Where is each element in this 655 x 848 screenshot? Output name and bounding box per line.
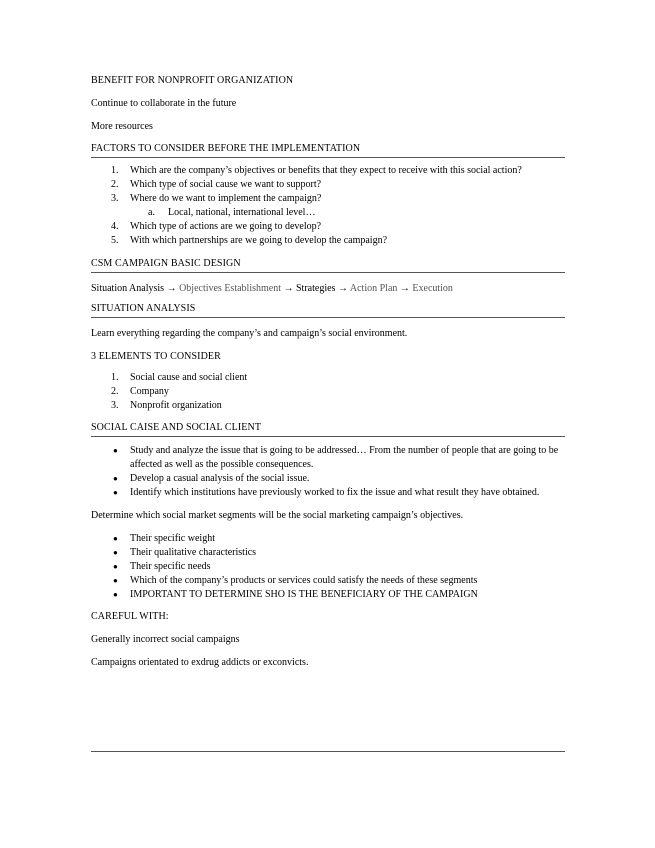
list-item: a. Local, national, international level… bbox=[148, 207, 316, 218]
bullet-icon: ● bbox=[113, 474, 118, 483]
list-item: ● Which of the company’s products or services could satisfy the needs of these segments bbox=[113, 575, 478, 586]
flow-step: Execution bbox=[412, 283, 453, 294]
bullet-icon: ● bbox=[113, 534, 118, 543]
factors-sublist bbox=[91, 206, 565, 220]
list-item: 3. Where do we want to implement the campaign? bbox=[111, 193, 322, 204]
bullet-icon: ● bbox=[113, 548, 118, 557]
situation-text: Learn everything regarding the company’s and campaign’s social environment. bbox=[91, 328, 408, 339]
list-item: ● Their specific weight bbox=[113, 533, 215, 544]
list-item: 1. Which are the company’s objectives or benefits that they expect to receive with this social action? bbox=[111, 165, 522, 176]
factors-heading: FACTORS TO CONSIDER BEFORE THE IMPLEMENTATION bbox=[91, 142, 565, 158]
determine-text: Determine which social market segments will be the social marketing campaign’s objectives. bbox=[91, 510, 464, 521]
benefit-heading: BENEFIT FOR NONPROFIT ORGANIZATION bbox=[91, 75, 294, 86]
social-heading: SOCIAL CAISE AND SOCIAL CLIENT bbox=[91, 421, 565, 437]
bullet-icon: ● bbox=[113, 446, 118, 455]
factors-list-continued bbox=[91, 220, 565, 248]
list-item: 2. Which type of social cause we want to support? bbox=[111, 179, 322, 190]
list-item: ● Their specific needs bbox=[113, 561, 211, 572]
elements-heading: 3 ELEMENTS TO CONSIDER bbox=[91, 351, 221, 362]
footer-divider bbox=[91, 751, 565, 752]
list-item: ● Develop a casual analysis of the social issue. bbox=[113, 473, 310, 484]
list-item: 5. With which partnerships are we going to develop the campaign? bbox=[111, 235, 388, 246]
list-item: 3. Nonprofit organization bbox=[111, 400, 222, 411]
arrow-icon: → bbox=[399, 283, 410, 294]
list-item: ● Identify which institutions have previously worked to fix the issue and what result they have obtained. bbox=[113, 487, 540, 498]
csm-heading: CSM CAMPAIGN BASIC DESIGN bbox=[91, 257, 565, 273]
careful-heading: CAREFUL WITH: bbox=[91, 611, 169, 622]
bullet-icon: ● bbox=[113, 576, 118, 585]
bullet-icon: ● bbox=[113, 590, 118, 599]
careful-item: Campaigns orientated to exdrug addicts or exconvicts. bbox=[91, 657, 309, 668]
csm-flow bbox=[91, 282, 565, 296]
factors-list bbox=[91, 164, 565, 206]
situation-heading: SITUATION ANALYSIS bbox=[91, 302, 565, 318]
flow-step: Objectives Establishment bbox=[179, 283, 281, 294]
arrow-icon: → bbox=[337, 283, 348, 294]
flow-step: Situation Analysis bbox=[91, 283, 165, 294]
flow-step: Strategies bbox=[296, 283, 336, 294]
arrow-icon: → bbox=[283, 283, 294, 294]
benefit-item: Continue to collaborate in the future bbox=[91, 98, 237, 109]
bullet-icon: ● bbox=[113, 562, 118, 571]
bullet-icon: ● bbox=[113, 488, 118, 497]
list-item: 4. Which type of actions are we going to develop? bbox=[111, 221, 322, 232]
list-item: ● IMPORTANT TO DETERMINE SHO IS THE BENEFICIARY OF THE CAMPAIGN bbox=[113, 589, 478, 600]
social-bullets bbox=[91, 444, 565, 500]
document-body bbox=[91, 74, 565, 670]
elements-list bbox=[91, 371, 565, 413]
flow-step: Action Plan bbox=[349, 283, 398, 294]
benefit-item: More resources bbox=[91, 121, 153, 132]
determine-bullets bbox=[91, 532, 565, 602]
arrow-icon: → bbox=[166, 283, 177, 294]
careful-item: Generally incorrect social campaigns bbox=[91, 634, 240, 645]
list-item: ● Study and analyze the issue that is going to be addressed… From the number of people that are going to be affected as well as the possible consequences. bbox=[113, 445, 559, 470]
list-item: ● Their qualitative characteristics bbox=[113, 547, 257, 558]
list-item: 1. Social cause and social client bbox=[111, 372, 248, 383]
list-item: 2. Company bbox=[111, 386, 169, 397]
